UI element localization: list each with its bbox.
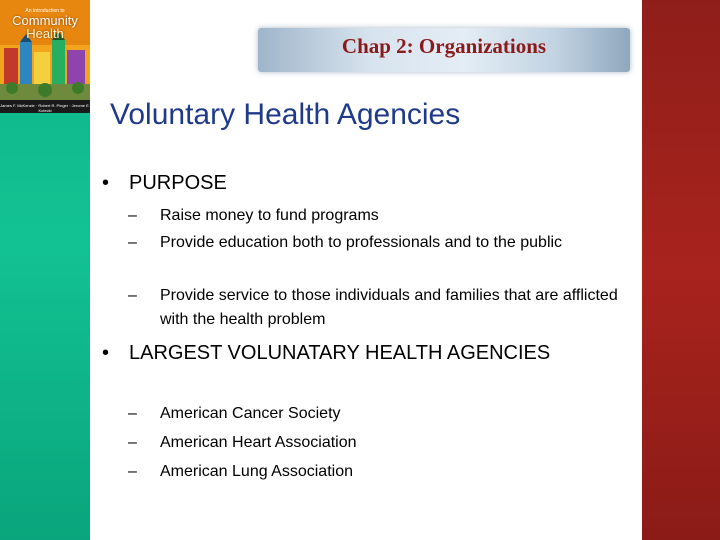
sub-marker: – bbox=[128, 234, 137, 251]
bullet-text: PURPOSE bbox=[129, 172, 227, 194]
sub-text: Provide education both to professionals and to the public bbox=[160, 234, 563, 251]
sub-text: American Lung Association bbox=[160, 463, 353, 480]
sub-marker: – bbox=[128, 287, 137, 304]
sub-marker: – bbox=[128, 463, 137, 480]
book-cover-image bbox=[0, 0, 90, 113]
cover-title-word2: Health bbox=[26, 26, 64, 41]
sub-marker: – bbox=[128, 207, 137, 224]
sub-marker: – bbox=[128, 405, 137, 422]
sub-marker: – bbox=[128, 434, 137, 451]
cover-subtitle: An Introduction to bbox=[25, 8, 65, 14]
sub-text: Raise money to fund programs bbox=[160, 207, 379, 224]
sub-text: Provide service to those individuals and families that are afflicted with the health problem bbox=[160, 287, 618, 328]
sub-text: American Cancer Society bbox=[160, 405, 341, 422]
chapter-banner bbox=[258, 28, 630, 72]
chapter-banner-text: Chap 2: Organizations bbox=[341, 34, 547, 58]
cover-authors: James F. McKenzie · Robert R. Pinger · Jerome E. Kotecki bbox=[0, 103, 90, 113]
bullet-marker: • bbox=[102, 172, 110, 194]
bullet-marker: • bbox=[102, 342, 110, 364]
bullet-text: LARGEST VOLUNATARY HEALTH AGENCIES bbox=[129, 342, 551, 364]
cover-title-word1: Community bbox=[12, 13, 78, 28]
slide-title: Voluntary Health Agencies bbox=[110, 98, 461, 131]
right-accent-bar bbox=[642, 0, 720, 540]
sub-text: American Heart Association bbox=[160, 434, 357, 451]
